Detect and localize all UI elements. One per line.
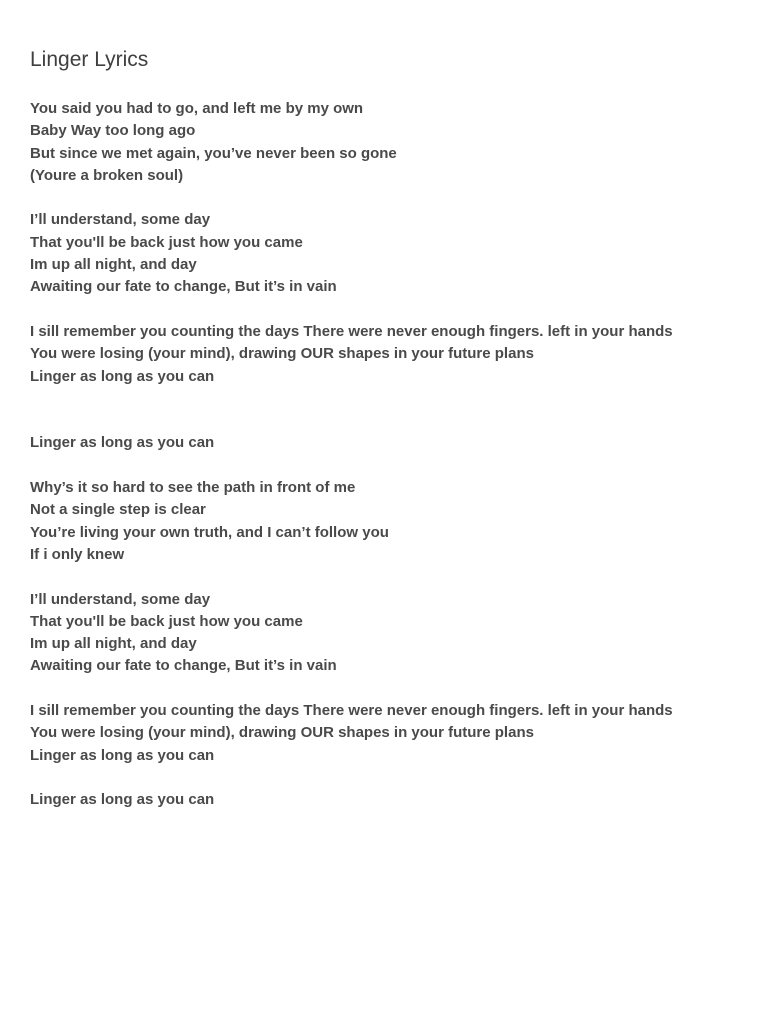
stanza-1 (30, 98, 748, 187)
lyric-line: Awaiting our fate to change, But it’s in vain (30, 278, 337, 296)
lyric-line: But since we met again, you’ve never been so gone (30, 144, 397, 162)
lyric-line: You were losing (your mind), drawing OUR shapes in your future plans (30, 724, 534, 742)
lyric-line: I sill remember you counting the days There were never enough fingers. left in your hands (30, 702, 673, 720)
lyric-line: You’re living your own truth, and I can’t follow you (30, 523, 389, 541)
lyric-line: You were losing (your mind), drawing OUR shapes in your future plans (30, 345, 534, 363)
lyric-line: If i only knew (30, 545, 125, 563)
lyric-line: Baby Way too long ago (30, 122, 196, 140)
lyric-line: Linger as long as you can (30, 746, 215, 764)
lyric-line: That you'll be back just how you came (30, 233, 303, 251)
lyric-line: Linger as long as you can (30, 791, 215, 809)
lyric-line: Not a single step is clear (30, 501, 206, 519)
lyric-line: That you'll be back just how you came (30, 612, 303, 630)
lyric-line: Why’s it so hard to see the path in front of me (30, 479, 356, 497)
stanza-gap (30, 299, 748, 321)
lyric-line: Im up all night, and day (30, 635, 197, 653)
lyric-line: I’ll understand, some day (30, 590, 211, 608)
stanza-gap (30, 455, 748, 477)
lyric-line: I sill remember you counting the days There were never enough fingers. left in your hands (30, 322, 673, 340)
stanza-gap (30, 388, 748, 410)
lyrics-page (30, 44, 748, 812)
stanza-5 (30, 477, 748, 566)
stanza-2 (30, 209, 748, 298)
lyric-line: (Youre a broken soul) (30, 166, 184, 184)
lyrics-body (30, 98, 748, 812)
stanza-4 (30, 432, 748, 454)
stanza-gap (30, 410, 748, 432)
stanza-3 (30, 321, 748, 388)
lyric-line: I’ll understand, some day (30, 211, 211, 229)
stanza-gap (30, 187, 748, 209)
lyric-line: Awaiting our fate to change, But it’s in vain (30, 657, 337, 675)
lyric-line: Linger as long as you can (30, 434, 215, 452)
lyric-line: Linger as long as you can (30, 367, 215, 385)
stanza-gap (30, 678, 748, 700)
lyric-line: Im up all night, and day (30, 256, 197, 274)
stanza-8 (30, 789, 748, 811)
page-title: Linger Lyrics (30, 48, 149, 71)
stanza-gap (30, 566, 748, 588)
stanza-7 (30, 700, 748, 767)
stanza-gap (30, 767, 748, 789)
lyric-line: You said you had to go, and left me by my own (30, 100, 364, 117)
stanza-6 (30, 589, 748, 678)
